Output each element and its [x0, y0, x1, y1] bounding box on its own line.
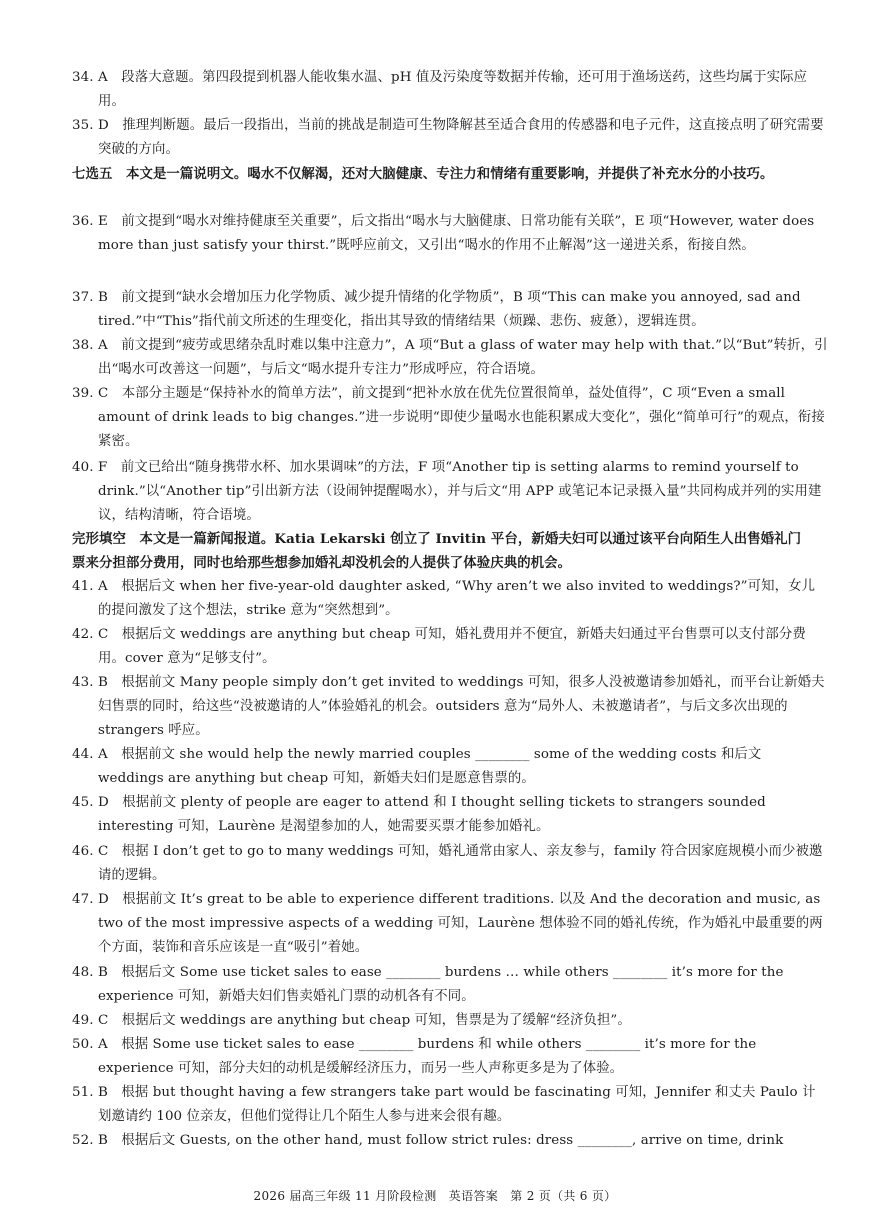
answer-43: 43. B 根据前文 Many people simply don’t get invited to weddings 可知，很多人没被邀请参加婚礼，而平台让新婚夫妇售票的同时，给这些“没被邀请的人”体验婚礼的机会。outsiders 意为“局外人、未被邀请者”，与后文多次出现的 strangers 呼应。 — [72, 675, 825, 738]
answer-35: 35. D 推理判断题。最后一段指出，当前的挑战是制造可生物降解甚至适合食用的传感器和电子元件，这直接点明了研究需要突破的方向。 — [72, 118, 824, 157]
answer-52: 52. B 根据后文 Guests, on the other hand, must follow strict rules: dress ________, arrive on time, drink — [72, 1133, 784, 1148]
answer-44: 44. A 根据前文 she would help the newly married couples ________ some of the wedding costs 和后文 weddings are anything but cheap 可知，新婚夫妇们是愿意售票的。 — [72, 747, 762, 786]
section-heading-cloze: 完形填空 本文是一篇新闻报道。Katia Lekarski 创立了 Invitin 平台，新婚夫妇可以通过该平台向陌生人出售婚礼门票来分担部分费用，同时也给那些想参加婚礼却没机会的人提供了体验庆典的机会。 — [72, 531, 802, 571]
answer-39: 39. C 本部分主题是“保持补水的简单方法”，前文提到“把补水放在优先位置很简单，益处值得”，C 项“Even a small amount of drink leads to big changes.”进一步说明“即使少量喝水也能积累成大变化”，强化“简单可行”的观点，衔接紧密。 — [72, 386, 825, 449]
answer-48: 48. B 根据后文 Some use ticket sales to ease ________ burdens … while others ________ it’s more for the experience 可知，新婚夫妇们售卖婚礼门票的动机各有不同。 — [72, 965, 784, 1004]
answer-36: 36. E 前文提到“喝水对维持健康至关重要”，后文指出“喝水与大脑健康、日常功能有关联”，E 项“However, water does more than just satisfy your thirst.”既呼应前文，又引出“喝水的作用不止解渴”这一递进关系，衔接自然。 — [72, 214, 815, 253]
answer-45: 45. D 根据前文 plenty of people are eager to attend 和 I thought selling tickets to strangers sounded interesting 可知，Laurène 是渴望参加的人，她需要买票才能参加婚礼。 — [72, 795, 766, 834]
answer-51: 51. B 根据 but thought having a few strangers take part would be fascinating 可知，Jennifer 和丈夫 Paulo 计划邀请约 100 位亲友，但他们觉得让几个陌生人参与进来会很有趣。 — [72, 1085, 816, 1124]
answer-41: 41. A 根据后文 when her five-year-old daughter asked, “Why aren’t we also invited to weddings?”可知，女儿的提问激发了这个想法，strike 意为“突然想到”。 — [72, 579, 816, 618]
page-footer: 2026 届高三年级 11 月阶段检测 英语答案 第 2 页（共 6 页） — [253, 1189, 617, 1203]
answer-47: 47. D 根据前文 It’s great to be able to experience different traditions. 以及 And the decoration and music, as two of the most impressive aspects of a wedding 可知，Laurène 想体验不同的婚礼传统，作为婚礼中最重要的两个方面，装饰和音乐应该是一直“吸引”着她。 — [72, 892, 823, 955]
answer-34: 34. A 段落大意题。第四段提到机器人能收集水温、pH 值及污染度等数据并传输，还可用于渔场送药，这些均属于实际应用。 — [72, 70, 808, 109]
answer-46: 46. C 根据 I don’t get to go to many weddings 可知，婚礼通常由家人、亲友参与，family 符合因家庭规模小而少被邀请的逻辑。 — [72, 844, 823, 883]
answer-42: 42. C 根据后文 weddings are anything but cheap 可知，婚礼费用并不便宜，新婚夫妇通过平台售票可以支付部分费用。cover 意为“足够支付”。 — [72, 627, 806, 666]
answer-40: 40. F 前文已给出“随身携带水杯、加水果调味”的方法，F 项“Another tip is setting alarms to remind yourself to drink.”以“Another tip”引出新方法（设闹钟提醒喝水），并与后文“用 APP 或笔记本记录摄入量”共同构成并列的实用建议，结构清晰，符合语境。 — [72, 460, 822, 523]
answer-50: 50. A 根据 Some use ticket sales to ease ________ burdens 和 while others ________ it’s more for the experience 可知，部分夫妇的动机是缓解经济压力，而另一些人声称更多是为了体验。 — [72, 1037, 757, 1076]
answer-37: 37. B 前文提到“缺水会增加压力化学物质、减少提升情绪的化学物质”，B 项“This can make you annoyed, sad and tired.”中“This”指代前文所述的生理变化，指出其导致的情绪结果（烦躁、悲伤、疲惫），逻辑连贯。 — [72, 290, 801, 329]
answer-49: 49. C 根据后文 weddings are anything but cheap 可知，售票是为了缓解“经济负担”。 — [72, 1013, 631, 1028]
answer-38: 38. A 前文提到“疲劳或思绪杂乱时难以集中注意力”，A 项“But a glass of water may help with that.”以“But”转折，引出“喝水可改善这一问题”，与后文“喝水提升专注力”形成呼应，符合语境。 — [72, 338, 828, 377]
section-heading-seven-choose-five: 七选五 本文是一篇说明文。喝水不仅解渴，还对大脑健康、专注力和情绪有重要影响，并提供了补充水分的小技巧。 — [72, 166, 774, 182]
